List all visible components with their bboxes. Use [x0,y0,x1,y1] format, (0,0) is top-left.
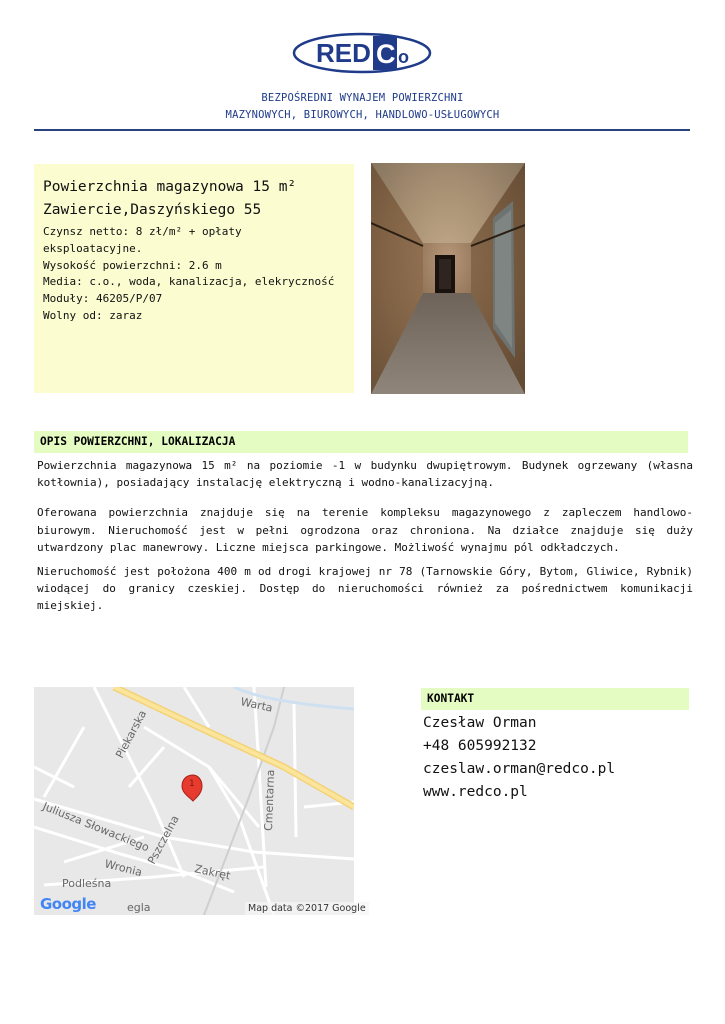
offer-details [43,224,345,325]
contact-heading: KONTAKT [421,688,689,710]
map-label-cmentarna: Cmentarna [262,769,278,832]
offer-summary-box [34,164,354,393]
contact-email[interactable]: czeslaw.orman@redco.pl [423,761,616,777]
map-label-warta: Warta [239,695,274,715]
map-attribution: Map data ©2017 Google [245,902,369,915]
google-logo-text: Google [40,895,96,913]
map-label-slowackiego: Juliusza Słowackiego [40,799,152,855]
logo-c-text: C [376,39,396,69]
offer-title: Powierzchnia magazynowa 15 m² [43,179,297,195]
offer-detail: Wolny od: zaraz [43,308,143,322]
logo-red-text: RED [316,38,371,68]
map-label-piekarska: Piekarska [113,708,150,761]
map-label-pszczelna: Pszczelna [145,813,182,867]
description-paragraph: Nieruchomość jest położona 400 m od drogi krajowej nr 78 (Tarnowskie Góry, Bytom, Gliwice, Rybnik) wiodącej do granicy czeskiej. Dostęp do nieruchomości również za pośrednictwem komunikacji miejskiej. [37,565,693,613]
map-pin-label: 1 [189,779,195,789]
description-heading: OPIS POWIERZCHNI, LOKALIZACJA [34,431,688,453]
description-paragraph: Powierzchnia magazynowa 15 m² na poziomie -1 w budynku dwupiętrowym. Budynek ogrzewany (własna kotłownia), posiadający instalację elektryczną i wodno-kanalizacyjną. [37,459,693,490]
description-body [37,457,693,628]
tagline-line1: BEZPOŚREDNI WYNAJEM POWIERZCHNI [261,92,464,104]
google-logo [40,895,96,913]
contact-details [423,712,615,804]
offer-detail: eksploatacyjne. [43,241,143,255]
redco-logo [292,30,432,76]
contact-phone[interactable]: +48 605992132 [423,738,537,754]
description-paragraph: Oferowana powierzchnia znajduje się na terenie kompleksu magazynowego z zapleczem handlowo-biurowym. Nieruchomość jest w pełni ogrodzona oraz chroniona. Na działce znajduje się duży utwardzony plac manewrowy. Liczne miejsca parkingowe. Możliwość wynajmu pól odkładczych. [37,506,693,554]
map-label-zakret: Zakręt [193,862,232,883]
warehouse-corridor-photo [371,163,525,394]
logo-o-text: o [398,47,409,67]
map-label-wronia: Wronia [103,857,144,880]
offer-detail: Wysokość powierzchni: 2.6 m [43,258,222,272]
header-divider [34,129,690,131]
offer-detail: Czynsz netto: 8 zł/m² + opłaty [43,225,242,238]
offer-detail: Media: c.o., woda, kanalizacja, elekryczność [43,275,335,289]
map-label-egla: egla [127,901,151,914]
tagline-line2: MAZYNOWYCH, BIUROWYCH, HANDLOWO-USŁUGOWYCH [225,109,500,121]
contact-website[interactable]: www.redco.pl [423,784,528,800]
offer-detail: Moduły: 46205/P/07 [43,292,163,306]
location-map[interactable] [34,687,354,915]
contact-name: Czesław Orman [423,715,537,731]
map-label-podlesna: Podleśna [62,877,112,890]
offer-address: Zawiercie,Daszyńskiego 55 [43,202,262,218]
